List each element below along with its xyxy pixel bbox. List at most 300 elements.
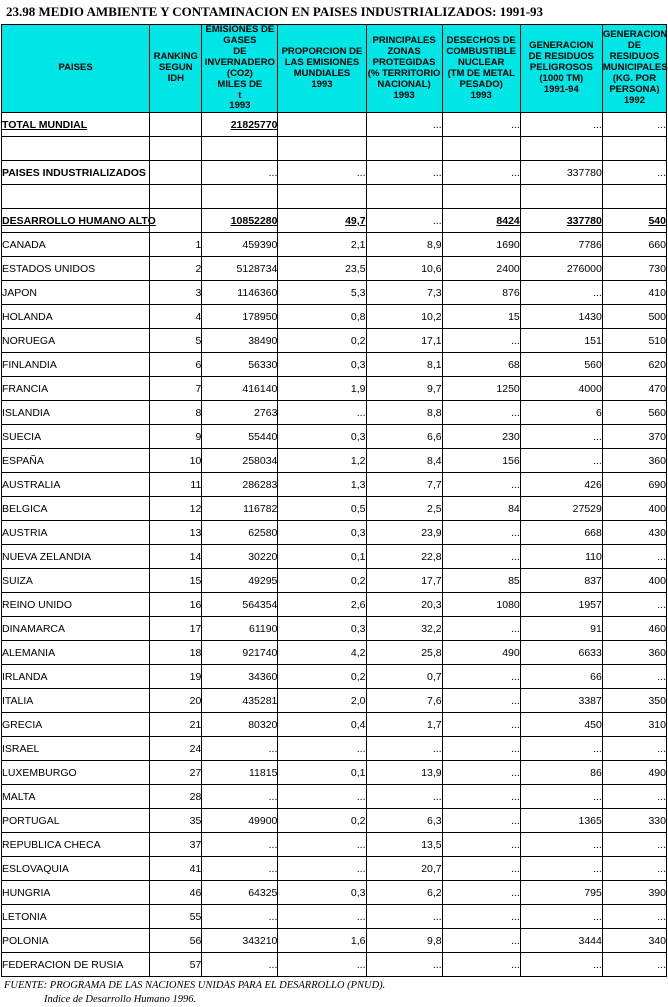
cell-residuos-peligrosos: ... <box>520 785 602 809</box>
cell-proporcion: ... <box>278 833 366 857</box>
cell-zonas-protegidas: ... <box>366 905 442 929</box>
cell-emisiones-co2: ... <box>202 905 278 929</box>
table-row <box>2 929 667 953</box>
cell-ranking: 24 <box>150 737 202 761</box>
cell-emisiones-co2: 56330 <box>202 353 278 377</box>
cell-emisiones-co2: 62580 <box>202 521 278 545</box>
cell-residuos-municipales: 410 <box>602 281 666 305</box>
table-row <box>2 497 667 521</box>
cell-proporcion <box>278 113 366 137</box>
table-header <box>2 25 667 113</box>
cell-residuos-peligrosos: 450 <box>520 713 602 737</box>
cell-proporcion: 1,2 <box>278 449 366 473</box>
cell-desechos-nucleares: 156 <box>442 449 520 473</box>
cell-residuos-municipales: ... <box>602 953 666 977</box>
cell-residuos-municipales: ... <box>602 665 666 689</box>
cell-ranking: 37 <box>150 833 202 857</box>
cell-ranking: 5 <box>150 329 202 353</box>
cell-residuos-peligrosos: ... <box>520 281 602 305</box>
cell-residuos-municipales: 470 <box>602 377 666 401</box>
cell-country-name: POLONIA <box>2 929 150 953</box>
cell-residuos-municipales: 330 <box>602 809 666 833</box>
cell-desechos-nucleares: ... <box>442 161 520 185</box>
cell-emisiones-co2: ... <box>202 857 278 881</box>
cell-residuos-municipales: ... <box>602 593 666 617</box>
cell-zonas-protegidas: ... <box>366 113 442 137</box>
cell-residuos-municipales: ... <box>602 113 666 137</box>
table-row <box>2 833 667 857</box>
cell-zonas-protegidas: 6,2 <box>366 881 442 905</box>
source-line-1: FUENTE: PROGRAMA DE LAS NACIONES UNIDAS PARA EL DESARROLLO (PNUD). <box>4 980 386 992</box>
table-row <box>2 785 667 809</box>
table-row <box>2 233 667 257</box>
cell-desechos-nucleares: ... <box>442 953 520 977</box>
cell-zonas-protegidas <box>366 137 442 161</box>
cell-residuos-municipales: ... <box>602 905 666 929</box>
cell-desechos-nucleares: ... <box>442 473 520 497</box>
cell-zonas-protegidas: 22,8 <box>366 545 442 569</box>
table-row <box>2 473 667 497</box>
cell-residuos-municipales: ... <box>602 833 666 857</box>
cell-zonas-protegidas: 10,2 <box>366 305 442 329</box>
cell-proporcion: 1,6 <box>278 929 366 953</box>
cell-desechos-nucleares: 84 <box>442 497 520 521</box>
cell-desechos-nucleares: ... <box>442 737 520 761</box>
cell-residuos-peligrosos: ... <box>520 833 602 857</box>
cell-proporcion: 2,0 <box>278 689 366 713</box>
cell-desechos-nucleares: ... <box>442 521 520 545</box>
cell-residuos-municipales: ... <box>602 785 666 809</box>
cell-country-name: IRLANDA <box>2 665 150 689</box>
source-line-2: Indice de Desarrollo Humano 1996. <box>44 994 197 1006</box>
cell-residuos-peligrosos: ... <box>520 449 602 473</box>
cell-residuos-municipales: 400 <box>602 569 666 593</box>
cell-country-name: TOTAL MUNDIAL <box>2 113 150 137</box>
cell-desechos-nucleares: ... <box>442 785 520 809</box>
cell-emisiones-co2: 61190 <box>202 617 278 641</box>
table-row <box>2 737 667 761</box>
cell-residuos-municipales: 500 <box>602 305 666 329</box>
cell-emisiones-co2: 5128734 <box>202 257 278 281</box>
cell-desechos-nucleares: ... <box>442 809 520 833</box>
cell-residuos-peligrosos: 3387 <box>520 689 602 713</box>
cell-ranking: 35 <box>150 809 202 833</box>
cell-proporcion: 2,1 <box>278 233 366 257</box>
cell-ranking: 21 <box>150 713 202 737</box>
cell-country-name: MALTA <box>2 785 150 809</box>
cell-residuos-peligrosos: 426 <box>520 473 602 497</box>
cell-ranking: 17 <box>150 617 202 641</box>
cell-emisiones-co2: ... <box>202 785 278 809</box>
cell-country-name: PAISES INDUSTRIALIZADOS <box>2 161 150 185</box>
cell-residuos-municipales: 390 <box>602 881 666 905</box>
cell-residuos-peligrosos: 110 <box>520 545 602 569</box>
table-row <box>2 401 667 425</box>
cell-residuos-municipales: 730 <box>602 257 666 281</box>
cell-country-name: ESTADOS UNIDOS <box>2 257 150 281</box>
cell-country-name: ISRAEL <box>2 737 150 761</box>
cell-proporcion: 0,3 <box>278 521 366 545</box>
cell-residuos-municipales: ... <box>602 737 666 761</box>
cell-residuos-peligrosos: 560 <box>520 353 602 377</box>
table-row <box>2 665 667 689</box>
cell-proporcion: 0,1 <box>278 545 366 569</box>
cell-ranking: 14 <box>150 545 202 569</box>
cell-ranking: 2 <box>150 257 202 281</box>
cell-emisiones-co2: 49900 <box>202 809 278 833</box>
cell-desechos-nucleares: ... <box>442 401 520 425</box>
cell-zonas-protegidas: 20,3 <box>366 593 442 617</box>
cell-proporcion: ... <box>278 737 366 761</box>
cell-residuos-peligrosos: 1365 <box>520 809 602 833</box>
cell-zonas-protegidas: ... <box>366 209 442 233</box>
table-row <box>2 545 667 569</box>
cell-country-name: ITALIA <box>2 689 150 713</box>
cell-residuos-peligrosos: 6 <box>520 401 602 425</box>
cell-residuos-municipales: ... <box>602 545 666 569</box>
cell-country-name: BELGICA <box>2 497 150 521</box>
table-row <box>2 761 667 785</box>
column-header-proporcion-emisiones: PROPORCION DE LAS EMISIONES MUNDIALES 1993 <box>278 25 366 113</box>
table-row <box>2 377 667 401</box>
environment-table <box>1 24 667 977</box>
cell-desechos-nucleares: ... <box>442 905 520 929</box>
cell-residuos-municipales: ... <box>602 161 666 185</box>
cell-proporcion: ... <box>278 905 366 929</box>
table-row <box>2 953 667 977</box>
cell-country-name: JAPON <box>2 281 150 305</box>
cell-emisiones-co2: 49295 <box>202 569 278 593</box>
cell-proporcion: 0,8 <box>278 305 366 329</box>
cell-ranking: 9 <box>150 425 202 449</box>
cell-emisiones-co2: 21825770 <box>202 113 278 137</box>
cell-proporcion: 0,3 <box>278 353 366 377</box>
cell-zonas-protegidas: 9,8 <box>366 929 442 953</box>
cell-emisiones-co2: 34360 <box>202 665 278 689</box>
cell-residuos-peligrosos: ... <box>520 425 602 449</box>
cell-residuos-peligrosos: 337780 <box>520 209 602 233</box>
column-header-residuos-peligrosos: GENERACION DE RESIDUOS PELIGROSOS (1000 TM) 1991-94 <box>520 25 602 113</box>
cell-country-name: LUXEMBURGO <box>2 761 150 785</box>
cell-residuos-peligrosos: ... <box>520 953 602 977</box>
column-header-desechos-nucleares: DESECHOS DE COMBUSTIBLE NUCLEAR (TM DE METAL PESADO) 1993 <box>442 25 520 113</box>
table-row <box>2 353 667 377</box>
cell-desechos-nucleares: ... <box>442 929 520 953</box>
cell-desechos-nucleares: ... <box>442 761 520 785</box>
cell-proporcion: 0,2 <box>278 809 366 833</box>
cell-proporcion: 0,3 <box>278 617 366 641</box>
cell-desechos-nucleares: ... <box>442 689 520 713</box>
cell-zonas-protegidas: ... <box>366 785 442 809</box>
cell-zonas-protegidas: 25,8 <box>366 641 442 665</box>
cell-residuos-municipales: 460 <box>602 617 666 641</box>
cell-zonas-protegidas: 6,6 <box>366 425 442 449</box>
cell-proporcion: 0,3 <box>278 425 366 449</box>
table-row <box>2 593 667 617</box>
cell-residuos-municipales <box>602 185 666 209</box>
cell-emisiones-co2: 38490 <box>202 329 278 353</box>
cell-residuos-peligrosos: 7786 <box>520 233 602 257</box>
cell-residuos-municipales: 540 <box>602 209 666 233</box>
cell-desechos-nucleares: 85 <box>442 569 520 593</box>
cell-ranking: 57 <box>150 953 202 977</box>
cell-country-name: CANADA <box>2 233 150 257</box>
cell-emisiones-co2: 178950 <box>202 305 278 329</box>
cell-ranking <box>150 185 202 209</box>
cell-zonas-protegidas: 13,9 <box>366 761 442 785</box>
cell-zonas-protegidas: 20,7 <box>366 857 442 881</box>
cell-proporcion: ... <box>278 953 366 977</box>
cell-proporcion: 0,2 <box>278 569 366 593</box>
cell-ranking: 8 <box>150 401 202 425</box>
cell-emisiones-co2: 1146360 <box>202 281 278 305</box>
cell-proporcion: 0,3 <box>278 881 366 905</box>
cell-country-name: FINLANDIA <box>2 353 150 377</box>
cell-zonas-protegidas: 9,7 <box>366 377 442 401</box>
header-row <box>2 25 667 113</box>
cell-emisiones-co2: 564354 <box>202 593 278 617</box>
cell-residuos-municipales: 310 <box>602 713 666 737</box>
cell-residuos-peligrosos: 1430 <box>520 305 602 329</box>
table-row <box>2 521 667 545</box>
cell-emisiones-co2: 435281 <box>202 689 278 713</box>
cell-proporcion: 2,6 <box>278 593 366 617</box>
cell-emisiones-co2: 80320 <box>202 713 278 737</box>
cell-residuos-peligrosos: 668 <box>520 521 602 545</box>
cell-ranking: 18 <box>150 641 202 665</box>
cell-zonas-protegidas: 7,6 <box>366 689 442 713</box>
cell-desechos-nucleares: ... <box>442 833 520 857</box>
cell-emisiones-co2: 258034 <box>202 449 278 473</box>
cell-zonas-protegidas: 32,2 <box>366 617 442 641</box>
cell-residuos-municipales: 620 <box>602 353 666 377</box>
cell-emisiones-co2: 116782 <box>202 497 278 521</box>
cell-residuos-peligrosos: 1957 <box>520 593 602 617</box>
column-header-ranking: RANKING SEGUN IDH <box>150 25 202 113</box>
cell-country-name: LETONIA <box>2 905 150 929</box>
cell-proporcion: 1,9 <box>278 377 366 401</box>
cell-desechos-nucleares: ... <box>442 617 520 641</box>
cell-proporcion: 0,4 <box>278 713 366 737</box>
cell-zonas-protegidas: 17,7 <box>366 569 442 593</box>
cell-proporcion: ... <box>278 401 366 425</box>
cell-emisiones-co2 <box>202 185 278 209</box>
cell-desechos-nucleares <box>442 185 520 209</box>
table-row <box>2 905 667 929</box>
table-row <box>2 569 667 593</box>
cell-desechos-nucleares: 1080 <box>442 593 520 617</box>
cell-residuos-peligrosos: 3444 <box>520 929 602 953</box>
cell-zonas-protegidas: ... <box>366 737 442 761</box>
cell-emisiones-co2: 921740 <box>202 641 278 665</box>
cell-zonas-protegidas: 8,1 <box>366 353 442 377</box>
page-title: 23.98 MEDIO AMBIENTE Y CONTAMINACION EN PAISES INDUSTRIALIZADOS: 1991-93 <box>6 4 544 19</box>
cell-zonas-protegidas: ... <box>366 953 442 977</box>
table-row <box>2 857 667 881</box>
cell-ranking: 28 <box>150 785 202 809</box>
cell-proporcion: 5,3 <box>278 281 366 305</box>
cell-country-name: ISLANDIA <box>2 401 150 425</box>
cell-residuos-peligrosos: ... <box>520 737 602 761</box>
cell-zonas-protegidas: 10,6 <box>366 257 442 281</box>
table-row <box>2 209 667 233</box>
table-row <box>2 137 667 161</box>
cell-residuos-municipales <box>602 137 666 161</box>
cell-emisiones-co2: 416140 <box>202 377 278 401</box>
cell-ranking: 13 <box>150 521 202 545</box>
cell-emisiones-co2: 343210 <box>202 929 278 953</box>
table-row <box>2 881 667 905</box>
cell-ranking <box>150 137 202 161</box>
cell-residuos-peligrosos <box>520 137 602 161</box>
cell-country-name: REINO UNIDO <box>2 593 150 617</box>
cell-proporcion: 0,2 <box>278 329 366 353</box>
cell-desechos-nucleares: 68 <box>442 353 520 377</box>
cell-residuos-municipales: ... <box>602 857 666 881</box>
table-row <box>2 161 667 185</box>
cell-country-name: DINAMARCA <box>2 617 150 641</box>
table-row <box>2 449 667 473</box>
cell-proporcion: ... <box>278 785 366 809</box>
cell-residuos-municipales: 660 <box>602 233 666 257</box>
cell-proporcion: ... <box>278 857 366 881</box>
cell-residuos-municipales: 400 <box>602 497 666 521</box>
cell-desechos-nucleares: 230 <box>442 425 520 449</box>
cell-residuos-municipales: 510 <box>602 329 666 353</box>
cell-zonas-protegidas: 17,1 <box>366 329 442 353</box>
cell-residuos-municipales: 490 <box>602 761 666 785</box>
cell-proporcion: 23,5 <box>278 257 366 281</box>
cell-residuos-municipales: 360 <box>602 449 666 473</box>
cell-proporcion: ... <box>278 161 366 185</box>
cell-residuos-municipales: 690 <box>602 473 666 497</box>
cell-emisiones-co2: 30220 <box>202 545 278 569</box>
cell-residuos-peligrosos: 27529 <box>520 497 602 521</box>
cell-country-name: ALEMANIA <box>2 641 150 665</box>
cell-proporcion: 0,5 <box>278 497 366 521</box>
cell-residuos-municipales: 350 <box>602 689 666 713</box>
cell-zonas-protegidas: 7,3 <box>366 281 442 305</box>
cell-desechos-nucleares: ... <box>442 545 520 569</box>
cell-zonas-protegidas <box>366 185 442 209</box>
cell-desechos-nucleares <box>442 137 520 161</box>
cell-residuos-peligrosos: 337780 <box>520 161 602 185</box>
cell-desechos-nucleares: 1690 <box>442 233 520 257</box>
table-body <box>2 113 667 977</box>
cell-country-name: NUEVA ZELANDIA <box>2 545 150 569</box>
cell-emisiones-co2: 10852280 <box>202 209 278 233</box>
cell-zonas-protegidas: 8,4 <box>366 449 442 473</box>
cell-emisiones-co2: 459390 <box>202 233 278 257</box>
cell-zonas-protegidas: 1,7 <box>366 713 442 737</box>
cell-country-name: SUECIA <box>2 425 150 449</box>
cell-emisiones-co2: ... <box>202 953 278 977</box>
cell-zonas-protegidas: 7,7 <box>366 473 442 497</box>
cell-zonas-protegidas: 2,5 <box>366 497 442 521</box>
table-row <box>2 713 667 737</box>
cell-residuos-municipales: 360 <box>602 641 666 665</box>
cell-country-name: PORTUGAL <box>2 809 150 833</box>
cell-ranking: 15 <box>150 569 202 593</box>
cell-country-name: AUSTRIA <box>2 521 150 545</box>
cell-emisiones-co2: ... <box>202 737 278 761</box>
cell-country-name: FEDERACION DE RUSIA <box>2 953 150 977</box>
cell-desechos-nucleares: 15 <box>442 305 520 329</box>
cell-ranking: 7 <box>150 377 202 401</box>
cell-emisiones-co2: 286283 <box>202 473 278 497</box>
cell-desechos-nucleares: ... <box>442 329 520 353</box>
cell-desechos-nucleares: 1250 <box>442 377 520 401</box>
cell-emisiones-co2: ... <box>202 833 278 857</box>
cell-residuos-peligrosos: 151 <box>520 329 602 353</box>
cell-ranking <box>150 209 202 233</box>
table-row <box>2 113 667 137</box>
cell-zonas-protegidas: 0,7 <box>366 665 442 689</box>
cell-emisiones-co2: 64325 <box>202 881 278 905</box>
cell-proporcion: 4,2 <box>278 641 366 665</box>
cell-ranking: 12 <box>150 497 202 521</box>
column-header-zonas-protegidas: PRINCIPALES ZONAS PROTEGIDAS (% TERRITORIO NACIONAL) 1993 <box>366 25 442 113</box>
cell-desechos-nucleares: ... <box>442 713 520 737</box>
cell-proporcion: 1,3 <box>278 473 366 497</box>
cell-desechos-nucleares: ... <box>442 113 520 137</box>
cell-country-name: DESARROLLO HUMANO ALTO <box>2 209 150 233</box>
cell-ranking: 27 <box>150 761 202 785</box>
cell-ranking: 16 <box>150 593 202 617</box>
cell-proporcion: 0,2 <box>278 665 366 689</box>
cell-ranking: 19 <box>150 665 202 689</box>
cell-residuos-peligrosos: ... <box>520 905 602 929</box>
table-row <box>2 281 667 305</box>
cell-proporcion: 49,7 <box>278 209 366 233</box>
cell-emisiones-co2: 11815 <box>202 761 278 785</box>
table-row <box>2 305 667 329</box>
column-header-residuos-municipales: GENERACION DE RESIDUOS MUNICIPALES (KG. POR PERSONA) 1992 <box>602 25 666 113</box>
cell-ranking: 55 <box>150 905 202 929</box>
cell-country-name <box>2 137 150 161</box>
table-row <box>2 425 667 449</box>
cell-emisiones-co2: ... <box>202 161 278 185</box>
cell-proporcion <box>278 185 366 209</box>
cell-desechos-nucleares: 2400 <box>442 257 520 281</box>
cell-desechos-nucleares: 8424 <box>442 209 520 233</box>
cell-zonas-protegidas: ... <box>366 161 442 185</box>
cell-zonas-protegidas: 8,8 <box>366 401 442 425</box>
cell-ranking: 20 <box>150 689 202 713</box>
cell-ranking <box>150 161 202 185</box>
cell-residuos-municipales: 560 <box>602 401 666 425</box>
column-header-paises: PAISES <box>2 25 150 113</box>
cell-country-name: HOLANDA <box>2 305 150 329</box>
cell-desechos-nucleares: ... <box>442 665 520 689</box>
table-row <box>2 809 667 833</box>
cell-residuos-peligrosos: ... <box>520 857 602 881</box>
cell-zonas-protegidas: 13,5 <box>366 833 442 857</box>
cell-residuos-peligrosos <box>520 185 602 209</box>
cell-residuos-peligrosos: 91 <box>520 617 602 641</box>
cell-zonas-protegidas: 23,9 <box>366 521 442 545</box>
cell-residuos-peligrosos: 6633 <box>520 641 602 665</box>
cell-ranking: 1 <box>150 233 202 257</box>
cell-country-name: NORUEGA <box>2 329 150 353</box>
cell-residuos-peligrosos: 795 <box>520 881 602 905</box>
cell-country-name: SUIZA <box>2 569 150 593</box>
cell-emisiones-co2: 2763 <box>202 401 278 425</box>
table-row <box>2 257 667 281</box>
cell-ranking: 11 <box>150 473 202 497</box>
cell-residuos-peligrosos: 86 <box>520 761 602 785</box>
cell-ranking: 3 <box>150 281 202 305</box>
